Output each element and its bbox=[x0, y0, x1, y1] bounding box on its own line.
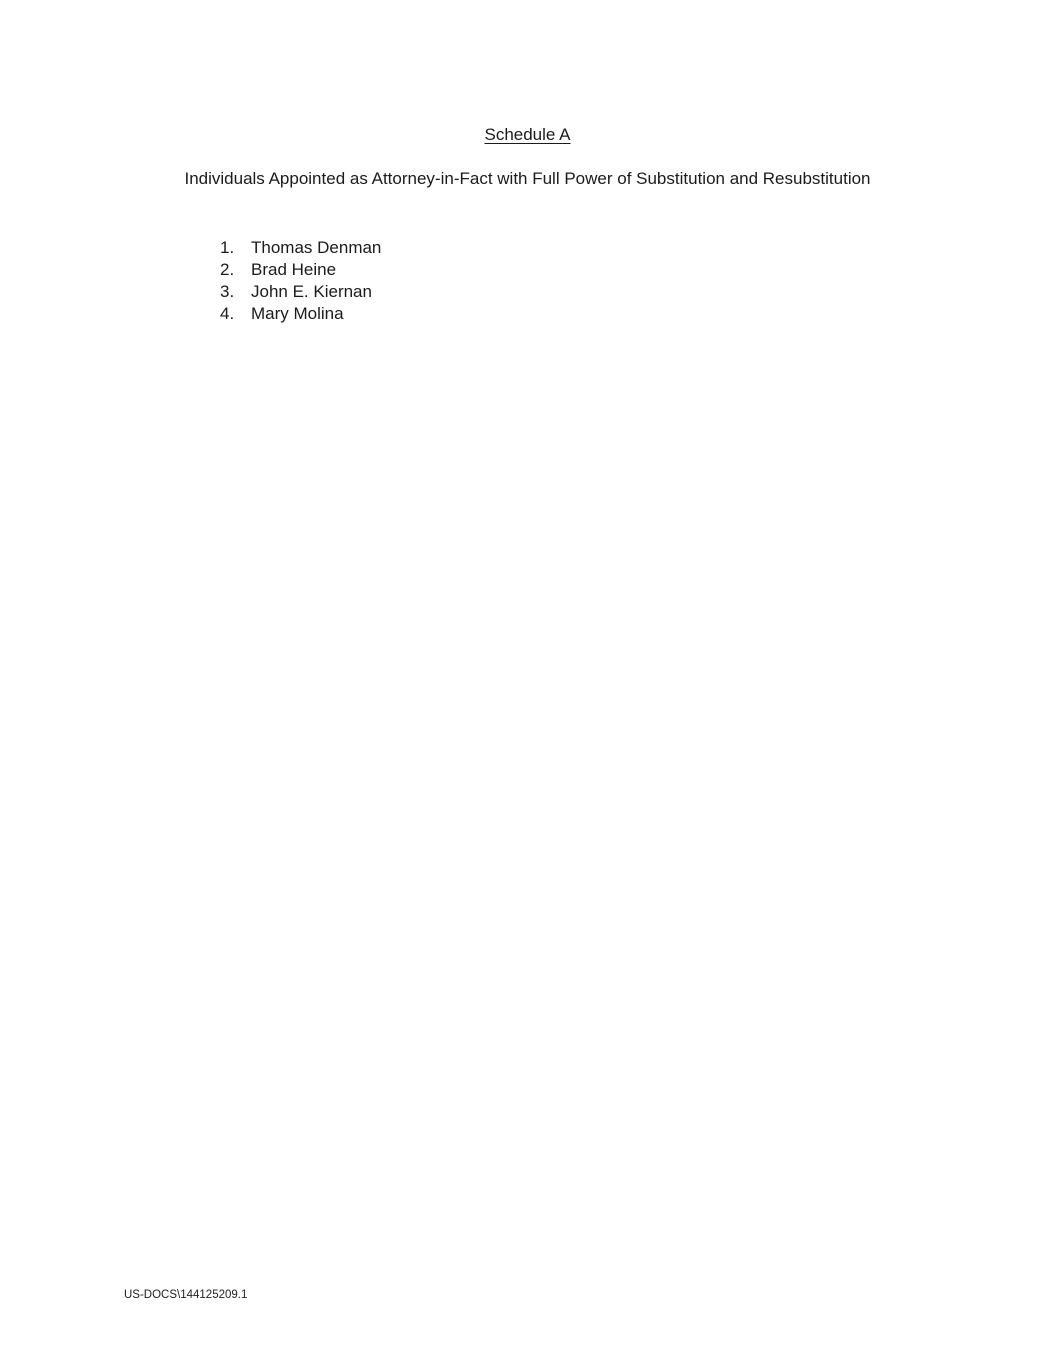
list-item-number: 3. bbox=[220, 282, 235, 301]
list-item-name: John E. Kiernan bbox=[251, 282, 372, 301]
list-item-name: Mary Molina bbox=[251, 304, 344, 323]
list-item bbox=[220, 281, 1055, 303]
list-item-number: 1. bbox=[220, 238, 235, 257]
list-item-number: 2. bbox=[220, 260, 235, 279]
list-item bbox=[220, 303, 1055, 325]
list-item-name: Brad Heine bbox=[251, 260, 337, 279]
list-item-name: Thomas Denman bbox=[251, 238, 382, 257]
schedule-title: Schedule A bbox=[484, 125, 571, 144]
list-item bbox=[220, 237, 1055, 259]
list-item-number: 4. bbox=[220, 304, 235, 323]
attorney-list bbox=[220, 237, 1055, 325]
list-item bbox=[220, 259, 1055, 281]
document-control-number: US-DOCS\144125209.1 bbox=[124, 1289, 248, 1301]
schedule-subtitle: Individuals Appointed as Attorney-in-Fact with Full Power of Substitution and Resubstitution bbox=[184, 169, 871, 188]
